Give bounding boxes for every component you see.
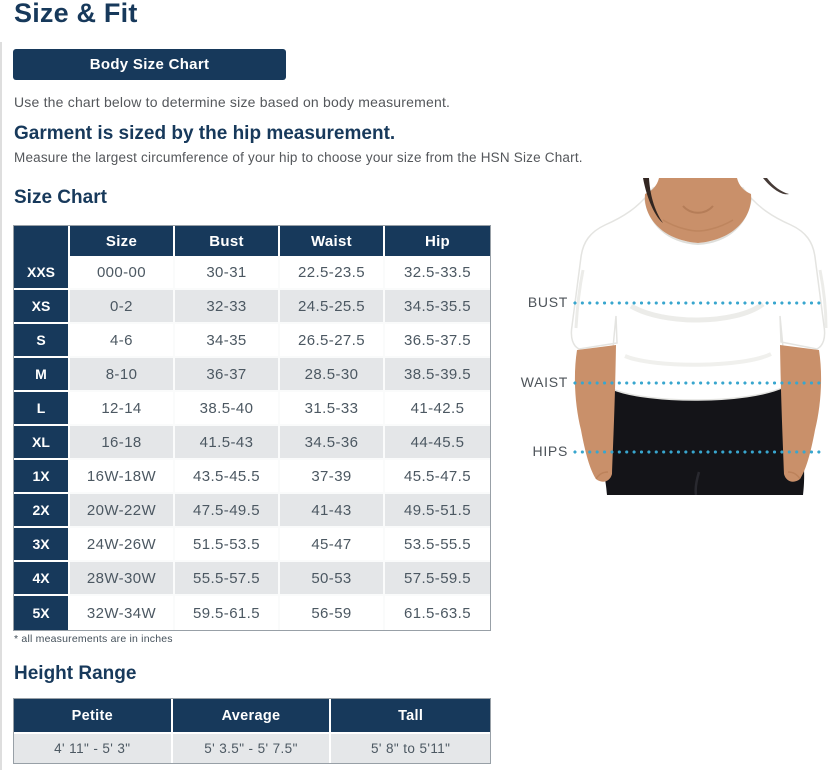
cell-waist: 56-59 xyxy=(280,596,385,630)
row-label: 4X xyxy=(14,562,70,596)
column-header-blank xyxy=(14,226,70,256)
waist-label: WAIST xyxy=(520,374,568,390)
cell-waist: 41-43 xyxy=(280,494,385,528)
cell-size: 24W-26W xyxy=(70,528,175,562)
height-range-value-row xyxy=(14,732,490,763)
cell-size: 000-00 xyxy=(70,256,175,290)
column-header-tall: Tall xyxy=(331,699,490,732)
cell-size: 8-10 xyxy=(70,358,175,392)
garment-heading: Garment is sized by the hip measurement. xyxy=(14,123,396,144)
row-label: 5X xyxy=(14,596,70,630)
row-label: M xyxy=(14,358,70,392)
cell-size: 16-18 xyxy=(70,426,175,460)
column-header-petite: Petite xyxy=(14,699,173,732)
cell-bust: 43.5-45.5 xyxy=(175,460,280,494)
table-row xyxy=(14,426,490,460)
table-row xyxy=(14,460,490,494)
garment-subtext: Measure the largest circumference of your hip to choose your size from the HSN Size Chart. xyxy=(14,150,583,165)
table-row xyxy=(14,494,490,528)
cell-bust: 51.5-53.5 xyxy=(175,528,280,562)
cell-bust: 55.5-57.5 xyxy=(175,562,280,596)
height-range-heading: Height Range xyxy=(14,663,137,684)
column-header-waist: Waist xyxy=(280,226,385,256)
cell-size: 28W-30W xyxy=(70,562,175,596)
cell-hip: 38.5-39.5 xyxy=(385,358,490,392)
column-header-hip: Hip xyxy=(385,226,490,256)
cell-bust: 47.5-49.5 xyxy=(175,494,280,528)
row-label: S xyxy=(14,324,70,358)
height-range-header-row xyxy=(14,699,490,732)
table-row xyxy=(14,324,490,358)
size-chart-heading: Size Chart xyxy=(14,187,107,208)
body-size-chart-button[interactable]: Body Size Chart xyxy=(13,49,286,80)
cell-waist: 34.5-36 xyxy=(280,426,385,460)
cell-hip: 44-45.5 xyxy=(385,426,490,460)
cell-waist: 28.5-30 xyxy=(280,358,385,392)
row-label: 2X xyxy=(14,494,70,528)
cell-bust: 38.5-40 xyxy=(175,392,280,426)
cell-size: 12-14 xyxy=(70,392,175,426)
bust-label: BUST xyxy=(527,294,568,310)
size-chart-table xyxy=(13,225,491,631)
tall-range: 5' 8" to 5'11" xyxy=(331,732,490,763)
page-left-edge xyxy=(0,42,2,770)
cell-hip: 53.5-55.5 xyxy=(385,528,490,562)
waist-measure-line xyxy=(573,381,823,385)
measurements-footnote: * all measurements are in inches xyxy=(14,633,173,645)
row-label: XS xyxy=(14,290,70,324)
table-row xyxy=(14,256,490,290)
cell-bust: 36-37 xyxy=(175,358,280,392)
column-header-bust: Bust xyxy=(175,226,280,256)
table-row xyxy=(14,358,490,392)
table-row xyxy=(14,562,490,596)
hips-measure-line xyxy=(573,450,823,454)
cell-waist: 45-47 xyxy=(280,528,385,562)
cell-size: 32W-34W xyxy=(70,596,175,630)
cell-size: 20W-22W xyxy=(70,494,175,528)
cell-hip: 49.5-51.5 xyxy=(385,494,490,528)
cell-waist: 24.5-25.5 xyxy=(280,290,385,324)
row-label: 3X xyxy=(14,528,70,562)
cell-waist: 50-53 xyxy=(280,562,385,596)
cell-hip: 34.5-35.5 xyxy=(385,290,490,324)
column-header-size: Size xyxy=(70,226,175,256)
cell-size: 0-2 xyxy=(70,290,175,324)
cell-bust: 30-31 xyxy=(175,256,280,290)
cell-hip: 41-42.5 xyxy=(385,392,490,426)
row-label: XL xyxy=(14,426,70,460)
cell-size: 16W-18W xyxy=(70,460,175,494)
cell-waist: 22.5-23.5 xyxy=(280,256,385,290)
cell-waist: 37-39 xyxy=(280,460,385,494)
petite-range: 4' 11" - 5' 3" xyxy=(14,732,173,763)
size-chart-header-row xyxy=(14,226,490,256)
cell-hip: 36.5-37.5 xyxy=(385,324,490,358)
cell-waist: 26.5-27.5 xyxy=(280,324,385,358)
hips-label: HIPS xyxy=(532,443,568,459)
height-range-table xyxy=(13,698,491,764)
cell-hip: 45.5-47.5 xyxy=(385,460,490,494)
table-row xyxy=(14,528,490,562)
cell-hip: 61.5-63.5 xyxy=(385,596,490,630)
cell-bust: 32-33 xyxy=(175,290,280,324)
page-title: Size & Fit xyxy=(14,0,138,28)
table-row xyxy=(14,290,490,324)
cell-bust: 41.5-43 xyxy=(175,426,280,460)
row-label: 1X xyxy=(14,460,70,494)
average-range: 5' 3.5" - 5' 7.5" xyxy=(173,732,332,763)
cell-bust: 59.5-61.5 xyxy=(175,596,280,630)
table-row xyxy=(14,596,490,630)
row-label: L xyxy=(14,392,70,426)
intro-text: Use the chart below to determine size based on body measurement. xyxy=(14,94,451,110)
cell-waist: 31.5-33 xyxy=(280,392,385,426)
column-header-average: Average xyxy=(173,699,332,732)
cell-bust: 34-35 xyxy=(175,324,280,358)
bust-measure-line xyxy=(573,301,823,305)
cell-size: 4-6 xyxy=(70,324,175,358)
table-row xyxy=(14,392,490,426)
cell-hip: 32.5-33.5 xyxy=(385,256,490,290)
row-label: XXS xyxy=(14,256,70,290)
cell-hip: 57.5-59.5 xyxy=(385,562,490,596)
